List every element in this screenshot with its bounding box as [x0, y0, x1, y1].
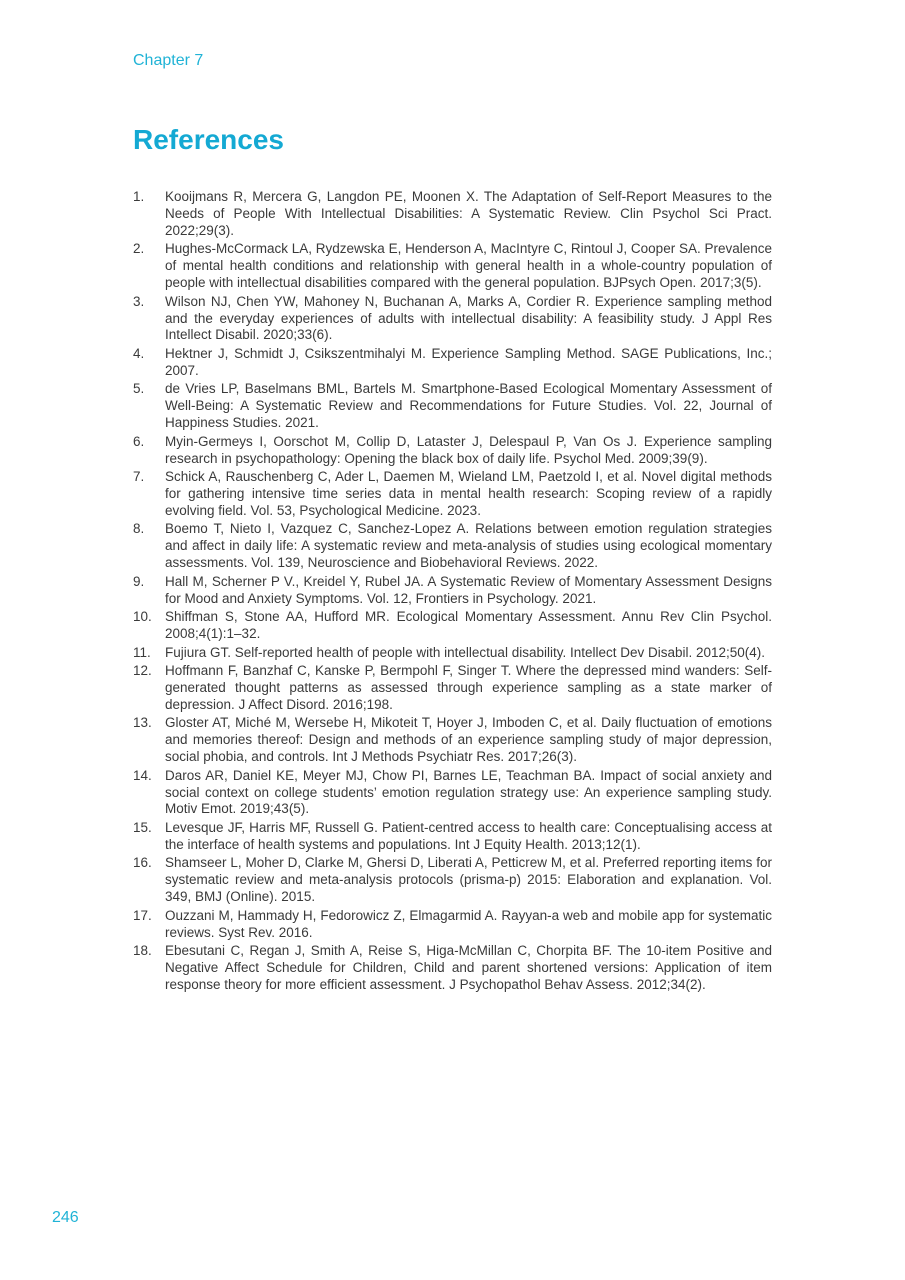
reference-text: Hall M, Scherner P V., Kreidel Y, Rubel JA. A Systematic Review of Momentary Assessment Designs for Mood and Anxiety Symptoms. Vol. 12, Frontiers in Psychology. 2021.: [165, 573, 772, 606]
reference-text: Wilson NJ, Chen YW, Mahoney N, Buchanan A, Marks A, Cordier R. Experience sampling method and the everyday experiences of adults with intellectual disability: A feasibility study. J Appl Res Intellect Disabil. 2020;33(6).: [165, 293, 772, 343]
reference-item: [133, 820, 772, 854]
reference-number: 3.: [133, 293, 145, 309]
reference-text: Hughes-McCormack LA, Rydzewska E, Henderson A, MacIntyre C, Rintoul J, Cooper SA. Prevalence of mental health conditions and relationship with general health in a whole-country population of people with intellectual disabilities compared with the general population. BJPsych Open. 2017;3(5).: [165, 241, 772, 291]
reference-text: Hektner J, Schmidt J, Csikszentmihalyi M. Experience Sampling Method. SAGE Publications, Inc.; 2007.: [165, 345, 772, 378]
reference-text: Shiffman S, Stone AA, Hufford MR. Ecological Momentary Assessment. Annu Rev Clin Psychol. 2008;4(1):1–32.: [165, 609, 772, 641]
reference-text: Shamseer L, Moher D, Clarke M, Ghersi D, Liberati A, Petticrew M, et al. Preferred reporting items for systematic review and meta-analysis protocols (prisma-p) 2015: Elaboration and explanation. Vol. 349, BMJ (Online). 2015.: [165, 855, 772, 905]
reference-text: Myin-Germeys I, Oorschot M, Collip D, Lataster J, Delespaul P, Van Os J. Experience sampling research in psychopathology: Opening the black box of daily life. Psychol Med. 2009;39(9).: [165, 433, 772, 466]
reference-item: [133, 469, 772, 520]
reference-number: 13.: [133, 715, 152, 731]
reference-item: [133, 855, 772, 906]
reference-text: Daros AR, Daniel KE, Meyer MJ, Chow PI, Barnes LE, Teachman BA. Impact of social anxiety and social context on college students’ emotion regulation strategy use: An experience sampling study. Motiv Emot. 2019;43(5).: [165, 767, 772, 817]
reference-number: 7.: [133, 469, 145, 485]
reference-number: 12.: [133, 663, 152, 678]
reference-item: [133, 609, 772, 643]
reference-item: [133, 663, 772, 714]
reference-item: [133, 294, 772, 345]
reference-text: Ouzzani M, Hammady H, Fedorowicz Z, Elmagarmid A. Rayyan-a web and mobile app for systematic reviews. Syst Rev. 2016.: [165, 907, 772, 940]
reference-text: Kooijmans R, Mercera G, Langdon PE, Moonen X. The Adaptation of Self-Report Measures to the Needs of People With Intellectual Disabilities: A Systematic Review. Clin Psychol Sci Pract. 2022;29(3).: [165, 189, 772, 238]
reference-item: [133, 434, 772, 468]
reference-number: 5.: [133, 381, 145, 397]
reference-number: 2.: [133, 241, 145, 257]
reference-text: de Vries LP, Baselmans BML, Bartels M. Smartphone-Based Ecological Momentary Assessment of Well-Being: A Systematic Review and Recommendations for Future Studies. Vol. 22, Journal of Happiness Studies. 2021.: [165, 381, 772, 431]
reference-number: 9.: [133, 573, 145, 589]
reference-number: 15.: [133, 819, 152, 835]
reference-item: [133, 346, 772, 380]
reference-number: 1.: [133, 189, 145, 204]
chapter-label: Chapter 7: [133, 52, 204, 69]
page-title: References: [133, 124, 284, 155]
reference-number: 16.: [133, 855, 152, 871]
reference-item: [133, 521, 772, 572]
reference-item: [133, 715, 772, 766]
reference-item: [133, 908, 772, 942]
reference-item: [133, 381, 772, 432]
reference-number: 17.: [133, 907, 152, 923]
reference-item: [133, 574, 772, 608]
reference-text: Hoffmann F, Banzhaf C, Kanske P, Bermpohl F, Singer T. Where the depressed mind wanders: Self-generated thought patterns as assessed through experience sampling as a state marker of depression. J Affect Disord. 2016;198.: [165, 663, 772, 712]
reference-text: Gloster AT, Miché M, Wersebe H, Mikoteit T, Hoyer J, Imboden C, et al. Daily fluctuation of emotions and memories thereof: Design and methods of an experience sampling study of major depression, social phobia, and controls. Int J Methods Psychiatr Res. 2017;26(3).: [165, 715, 772, 765]
reference-text: Schick A, Rauschenberg C, Ader L, Daemen M, Wieland LM, Paetzold I, et al. Novel digital methods for gathering intensive time series data in mental health research: Scoping review of a rapidly evolving field. Vol. 53, Psychological Medicine. 2023.: [165, 469, 772, 518]
reference-text: Fujiura GT. Self-reported health of people with intellectual disability. Intellect Dev Disabil. 2012;50(4).: [165, 644, 766, 660]
reference-number: 8.: [133, 521, 145, 537]
reference-item: [133, 241, 772, 292]
reference-text: Boemo T, Nieto I, Vazquez C, Sanchez-Lopez A. Relations between emotion regulation strategies and affect in daily life: A systematic review and meta-analysis of studies using ecological momentary assessments. Vol. 139, Neuroscience and Biobehavioral Reviews. 2022.: [165, 521, 772, 571]
reference-number: 11.: [133, 644, 151, 660]
reference-number: 4.: [133, 345, 145, 361]
reference-text: Levesque JF, Harris MF, Russell G. Patient-centred access to health care: Conceptualising access at the interface of health systems and populations. Int J Equity Health. 2013;12(1).: [165, 819, 772, 852]
reference-list: [133, 189, 772, 995]
reference-number: 6.: [133, 433, 145, 449]
page-number: 246: [52, 1209, 79, 1226]
reference-item: [133, 189, 772, 240]
reference-number: 14.: [133, 767, 152, 783]
reference-item: [133, 645, 772, 662]
reference-item: [133, 943, 772, 994]
reference-number: 10.: [133, 609, 152, 625]
reference-number: 18.: [133, 943, 152, 959]
reference-text: Ebesutani C, Regan J, Smith A, Reise S, Higa-McMillan C, Chorpita BF. The 10-item Positive and Negative Affect Schedule for Children, Child and parent shortened versions: Application of item response theory for more efficient assessment. J Psychopathol Behav Assess. 2012;34(2).: [165, 943, 772, 992]
reference-item: [133, 768, 772, 819]
